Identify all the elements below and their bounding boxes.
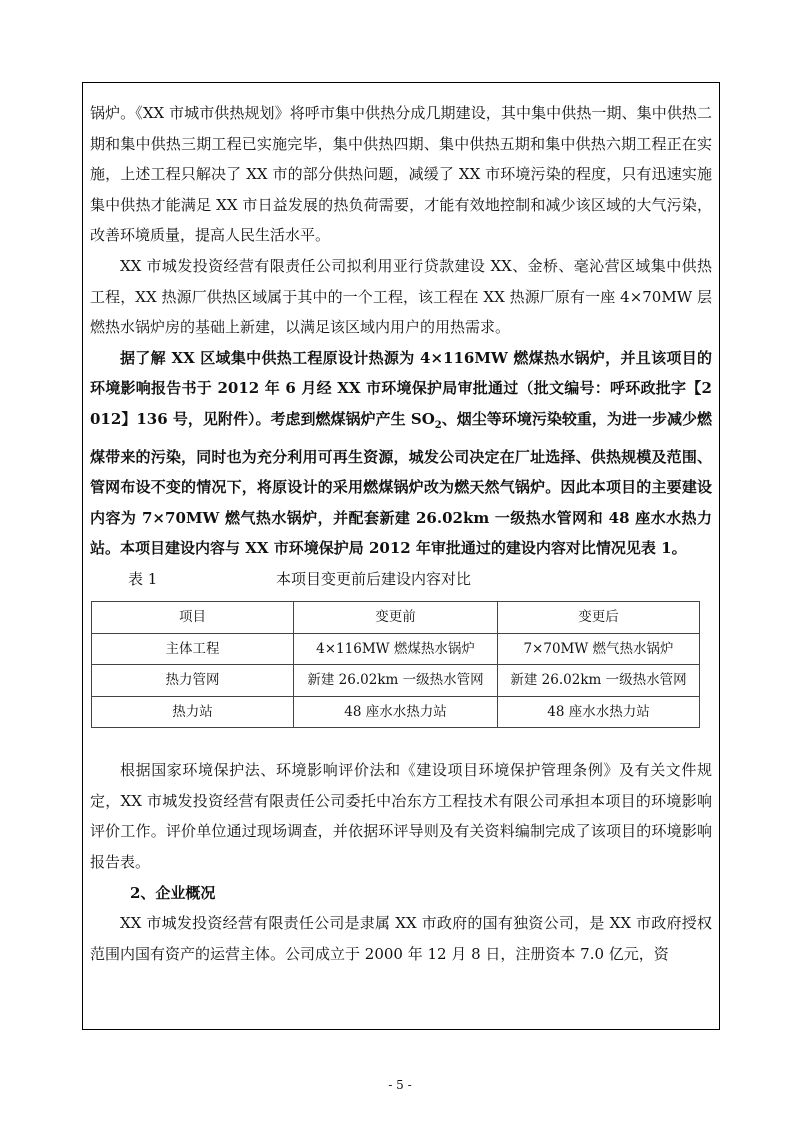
- table-header-cell: 项目: [92, 601, 294, 633]
- table-cell: 热力管网: [92, 665, 294, 697]
- table-cell: 4×116MW 燃煤热水锅炉: [294, 633, 498, 665]
- table-row: [92, 665, 700, 697]
- design-change-text-a: 据了解 XX 区域集中供热工程原设计热源为 4×116MW 燃煤热水锅炉，并且该项目的环境影响报告书于 2012 年 6 月经 XX 市环境保护局审批通过（批文编号：呼环政批字【2012】136 号，见附件）。考虑到燃煤锅炉产生 SO: [90, 348, 712, 428]
- page-number: - 5 -: [388, 1078, 412, 1092]
- table-spacing: [90, 728, 712, 755]
- paragraph-project-intro: XX 市城发投资经营有限责任公司拟利用亚行贷款建设 XX、金桥、毫沁营区域集中供热工程，XX 热源厂供热区域属于其中的一个工程，该工程在 XX 热源厂原有一座 4×70MW 层燃热水锅炉房的基础上新建，以满足该区域内用户的用热需求。: [90, 256, 712, 337]
- table-header-cell: 变更后: [498, 601, 700, 633]
- table-cell: 新建 26.02km 一级热水管网: [498, 665, 700, 697]
- table-cell: 热力站: [92, 696, 294, 728]
- table-caption: [90, 564, 712, 594]
- paragraph-company-overview: XX 市城发投资经营有限责任公司是隶属 XX 市政府的国有独资公司，是 XX 市政府授权范围内国有资产的运营主体。公司成立于 2000 年 12 月 8 日，注册资本 7.0 亿元，资: [90, 914, 712, 963]
- table-header-cell: 变更前: [294, 601, 498, 633]
- table-row: [92, 633, 700, 665]
- comparison-table: [91, 601, 700, 728]
- table-cell: 主体工程: [92, 633, 294, 665]
- table-caption-title: 本项目变更前后建设内容对比: [276, 569, 472, 588]
- table-row: [92, 696, 700, 728]
- table-cell: 7×70MW 燃气热水锅炉: [498, 633, 700, 665]
- table-cell: 新建 26.02km 一级热水管网: [294, 665, 498, 697]
- document-body: [90, 98, 712, 969]
- table-caption-number: 表 1: [128, 569, 158, 588]
- paragraph-heating-plan: 锅炉。《XX 市城市供热规划》将呼市集中供热分成几期建设，其中集中供热一期、集中供热二期和集中供热三期工程已实施完毕，集中供热四期、集中供热五期和集中供热六期工程正在实施，上述工程只解决了 XX 市的部分供热问题，减缓了 XX 市环境污染的程度，只有迅速实施集中供热才能满足 XX 市日益发展的热负荷需要，才能有效地控制和减少该区域的大气污染，改善环境质量，提高人民生活水平。: [90, 104, 712, 245]
- table-cell: 48 座水水热力站: [498, 696, 700, 728]
- table-cell: 48 座水水热力站: [294, 696, 498, 728]
- paragraph-design-change: [90, 343, 712, 564]
- paragraph-eia-commission: 根据国家环境保护法、环境影响评价法和《建设项目环境保护管理条例》及有关文件规定，XX 市城发投资经营有限责任公司委托中冶东方工程技术有限公司承担本项目的环境影响评价工作。评价单位通过现场调查，并依据环评导则及有关资料编制完成了该项目的环境影响报告表。: [90, 761, 712, 872]
- design-change-text-b: 、烟尘等环境污染较重，为进一步减少燃煤带来的污染，同时也为充分利用可再生资源，城发公司决定在厂址选择、供热规模及范围、管网布设不变的情况下，将原设计的采用燃煤锅炉改为燃天然气锅炉。因此本项目的主要建设内容为 7×70MW 燃气热水锅炉，并配套新建 26.02km 一级热水管网和 48 座水水热力站。本项目建设内容与 XX 市环境保护局 2012 年审批通过的建设内容对比情况见表 1。: [90, 409, 712, 558]
- so2-subscript: 2: [434, 419, 442, 431]
- section-heading-company-overview: 2、企业概况: [130, 883, 216, 902]
- table-header-row: [92, 601, 700, 633]
